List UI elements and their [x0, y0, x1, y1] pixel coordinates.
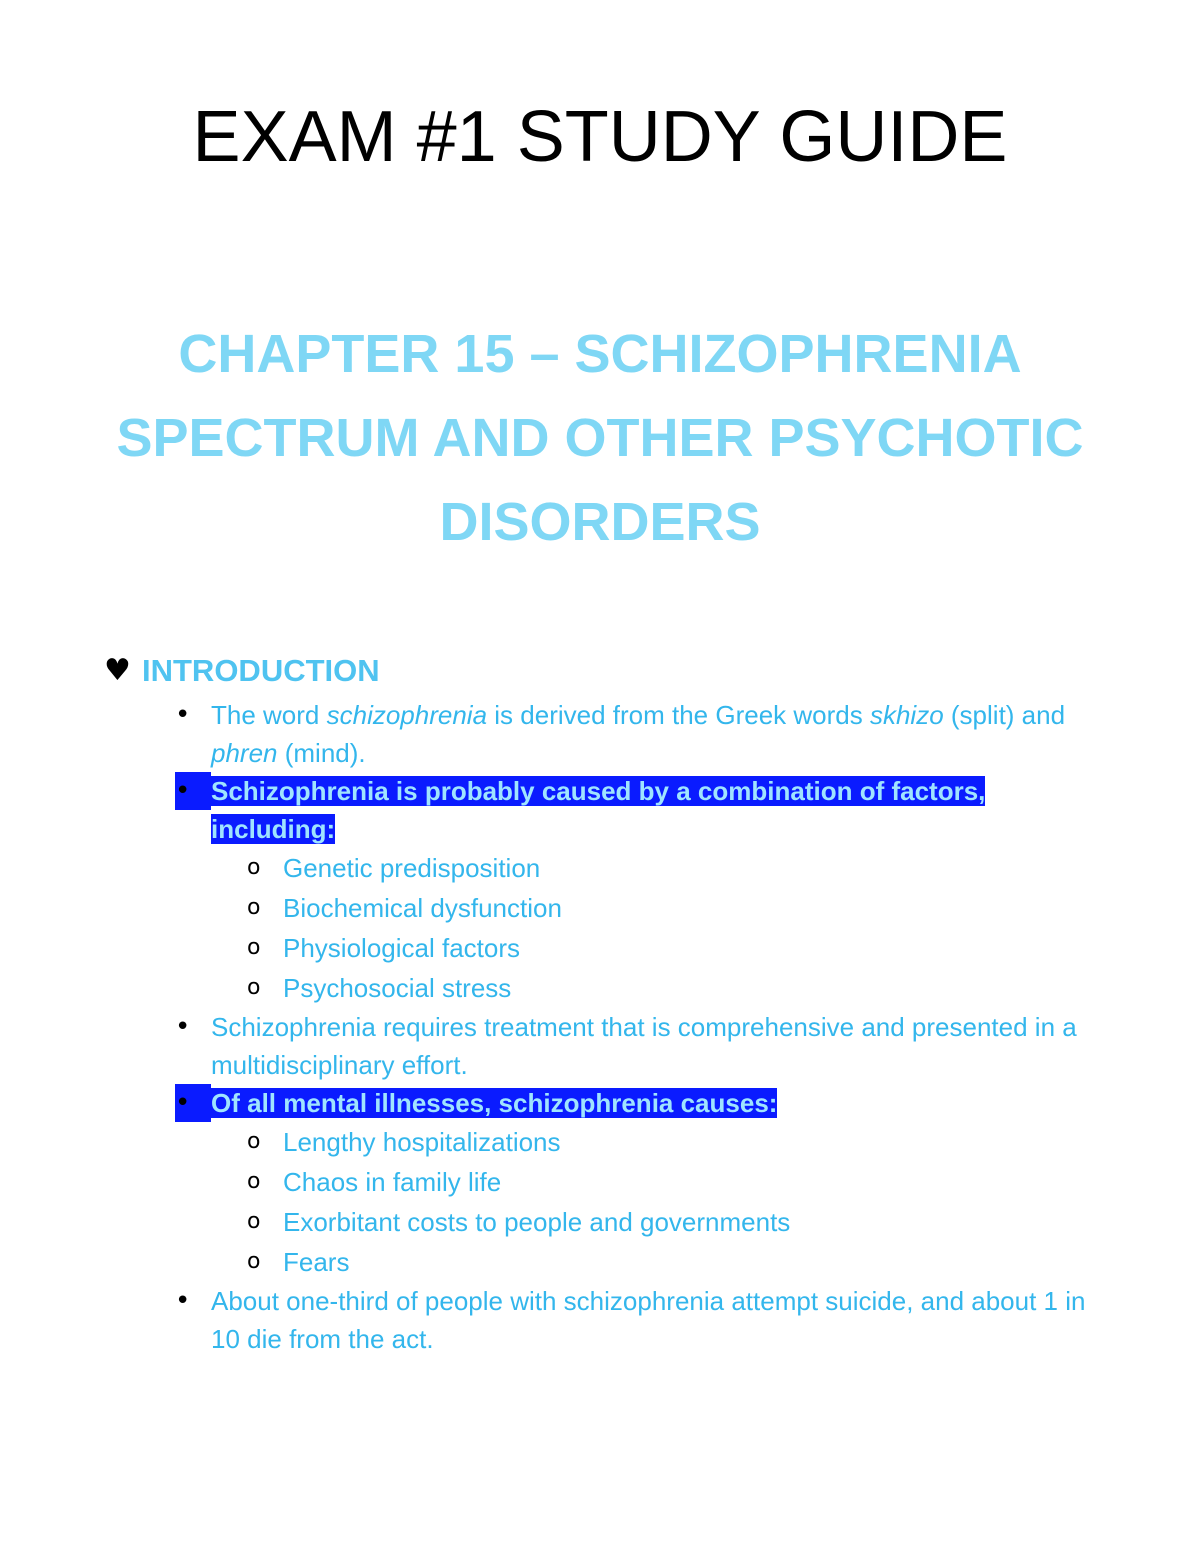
- sub-list-item: [247, 1242, 1200, 1282]
- circle-bullet-icon: o: [247, 935, 261, 960]
- list-item-highlighted: [175, 1084, 1121, 1122]
- highlighted-text: Of all mental illnesses, schizophrenia causes:: [211, 1088, 778, 1118]
- sub-list-item: [247, 1162, 1200, 1202]
- bullet-text: (mind).: [277, 738, 366, 768]
- circle-bullet-icon: o: [247, 855, 261, 880]
- sub-list-item: [247, 1122, 1200, 1162]
- list-item: [175, 1008, 1121, 1084]
- circle-bullet-icon: o: [247, 1249, 261, 1274]
- chapter-title: [60, 312, 1140, 564]
- circle-bullet-icon: o: [247, 1129, 261, 1154]
- bullet-text: (split) and: [943, 700, 1066, 730]
- bullet-text: Schizophrenia requires treatment that is comprehensive and presented in a multidisciplinary effort.: [211, 1012, 1077, 1080]
- circle-bullet-icon: o: [247, 975, 261, 1000]
- list-item-highlighted: [175, 772, 1121, 848]
- sub-item-text: Psychosocial stress: [283, 973, 512, 1003]
- document-title: EXAM #1 STUDY GUIDE: [192, 97, 1008, 177]
- highlight-marker: [175, 1084, 211, 1122]
- circle-bullet-icon: o: [247, 1209, 261, 1234]
- bullet-icon: •: [175, 700, 191, 730]
- bullet-icon: •: [175, 1012, 191, 1042]
- bullet-text: The word: [211, 700, 327, 730]
- sub-item-text: Fears: [283, 1247, 350, 1277]
- sub-list-item: [247, 848, 1200, 888]
- bullet-icon: •: [175, 776, 191, 806]
- sub-list-item: [247, 928, 1200, 968]
- circle-bullet-icon: o: [247, 895, 261, 920]
- sub-item-text: Genetic predisposition: [283, 853, 541, 883]
- list-item: [175, 1282, 1121, 1358]
- sub-item-text: Chaos in family life: [283, 1167, 502, 1197]
- bullet-text: is derived from the Greek words: [487, 700, 870, 730]
- circle-bullet-icon: o: [247, 1169, 261, 1194]
- highlighted-text: including:: [211, 814, 336, 844]
- section-heading-label: INTRODUCTION: [142, 653, 380, 688]
- chapter-title-line: SPECTRUM AND OTHER PSYCHOTIC: [116, 408, 1084, 468]
- sub-item-text: Exorbitant costs to people and governments: [283, 1207, 791, 1237]
- bullet-text: About one-third of people with schizophrenia attempt suicide, and about 1 in 10 die from the act.: [211, 1286, 1086, 1354]
- sub-list-item: [247, 968, 1200, 1008]
- sub-item-text: Physiological factors: [283, 933, 520, 963]
- sub-list-item: [247, 1202, 1200, 1242]
- highlight-marker: [175, 772, 211, 810]
- italic-term: schizophrenia: [326, 700, 488, 730]
- italic-term: phren: [211, 738, 278, 768]
- bullet-list: [0, 696, 1200, 1358]
- chapter-title-line: DISORDERS: [439, 492, 761, 552]
- chapter-title-line: CHAPTER 15 – SCHIZOPHRENIA: [178, 324, 1022, 384]
- bullet-icon: •: [175, 1088, 191, 1118]
- italic-term: skhizo: [869, 700, 944, 730]
- bullet-icon: •: [175, 1286, 191, 1316]
- heart-icon: ♥: [104, 653, 131, 688]
- highlighted-text: Schizophrenia is probably caused by a combination of factors,: [211, 776, 986, 806]
- section-heading-introduction: [104, 650, 380, 692]
- sub-item-text: Lengthy hospitalizations: [283, 1127, 561, 1157]
- sub-item-text: Biochemical dysfunction: [283, 893, 562, 923]
- sub-list-item: [247, 888, 1200, 928]
- list-item: [175, 696, 1121, 772]
